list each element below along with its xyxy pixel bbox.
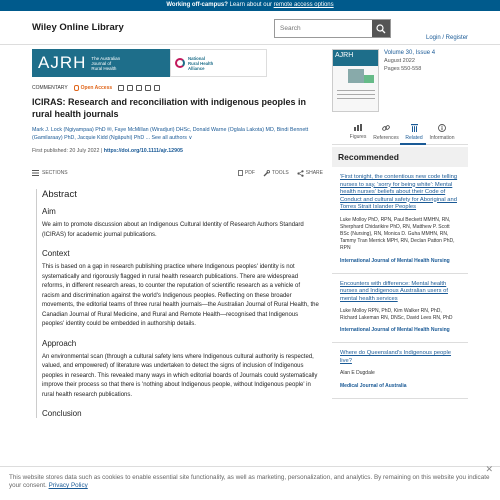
approach-heading: Approach: [42, 338, 77, 348]
partner-name: [188, 56, 213, 71]
cover-text-line: [337, 98, 375, 99]
recommended-item: [332, 343, 468, 398]
tools-button[interactable]: [263, 170, 289, 177]
twitter-icon[interactable]: [127, 85, 133, 91]
login-register-link[interactable]: Login / Register: [426, 35, 469, 41]
tab-references[interactable]: [372, 124, 400, 141]
remote-access-bar: [0, 0, 500, 11]
tab-underline: [332, 144, 468, 145]
search-input[interactable]: [275, 20, 373, 37]
issue-date: August 2022: [384, 58, 415, 64]
privacy-policy-link[interactable]: Privacy Policy: [48, 482, 88, 489]
separator: |: [99, 148, 104, 154]
active-tab-indicator: [400, 143, 426, 145]
cover-photo-detail: [364, 75, 374, 83]
author-list[interactable]: Mark J. Lock (Ngiyampaa) PhD ✉, Faye McMillan (Wiradjuri) DHSc, Donald Warne (Oglala Lakota) MD, Bindi Bennett (Gamilaraay) PhD, Jacquie Kidd (Ngāpuhi) PhD ... See all authors ∨: [32, 127, 309, 141]
journal-name-line: Journal of: [91, 60, 112, 66]
published-label: First published:: [32, 148, 70, 154]
journal-banner[interactable]: [32, 49, 267, 77]
wechat-icon[interactable]: [154, 85, 160, 91]
article-meta-row: [32, 85, 323, 91]
share-icons: [118, 85, 160, 91]
close-icon[interactable]: ✕: [485, 464, 493, 474]
cover-photo: [348, 69, 364, 83]
linkedin-icon[interactable]: [136, 85, 142, 91]
abstract-section: [36, 189, 319, 418]
tab-figures[interactable]: [344, 124, 372, 141]
aim-heading: Aim: [42, 207, 56, 216]
info-icon: [438, 124, 446, 132]
context-text: This is based on a gap in research publishing practice where Indigenous peoples' identity is not systematically and rigorously flagged in rural health research publications. There are widespread reforms, in different research areas, to counter the reputation of scientific research as a vehicle of racism and discrimination against the world's Indigenous peoples. Reflecting on these broader movements, the editorial teams of three rural health journals—the Australian Journal of Rural Health, the Canadian Journal of Rural Medicine, and Rural and Remote Health—recognised that Indigenous peoples' identity could be embedded in authorship details.: [42, 264, 319, 327]
pdf-label: PDF: [244, 170, 255, 176]
cookie-banner: [0, 466, 500, 500]
nrha-icon: [175, 58, 185, 68]
site-header: [0, 11, 500, 45]
partner-name-line: Rural Health: [188, 60, 214, 66]
cookie-text: This website stores data such as cookies to enable essential site functionality, as well as marketing, personalization, and analytics. By remaining on this website you indicate your consent.: [9, 474, 490, 489]
open-access-label: Open Access: [80, 85, 113, 91]
remote-access-bold: Working off-campus?: [166, 2, 228, 8]
abstract-heading: Abstract: [42, 189, 77, 200]
sections-button[interactable]: [32, 170, 68, 176]
article-type: COMMENTARY: [32, 85, 68, 91]
journal-name-line: Rural Health: [91, 65, 117, 71]
search-box: [274, 19, 391, 38]
journal-abbr: AJRH: [38, 53, 87, 72]
partner-name-line: Alliance: [188, 65, 205, 71]
recommended-journal[interactable]: International Journal of Mental Health Nursing: [340, 257, 450, 264]
facebook-icon[interactable]: [118, 85, 124, 91]
issue-info-block: [332, 49, 468, 112]
article-toolbar: [32, 167, 323, 179]
remote-access-text: Learn about our: [227, 2, 274, 8]
share-button[interactable]: [297, 170, 323, 177]
tab-references-label: References: [373, 135, 399, 141]
wrench-icon: [263, 170, 270, 177]
recommended-title-link[interactable]: 'First tonight, the contentious new code telling nurses to say, 'sorry for being white': Mental health nurses' beliefs about their Code of Conduct and cultural safety for Aboriginal and Torres Strait Islander Peoples: [340, 174, 458, 210]
issue-details: [384, 49, 435, 112]
journal-name: [91, 56, 120, 71]
figures-icon: [354, 124, 362, 131]
sections-label: SECTIONS: [42, 170, 68, 176]
share-icon: [297, 170, 304, 177]
tab-figures-label: Figures: [349, 134, 367, 140]
recommended-authors: Luke Molloy PhD, RPN, Paul Beckett MMHN, RN, Sherphard Chidarikire PhD, RN, Matthew P. Scott BSc (Nursing), RN, Monica D. Guha MMHN, RN, Tammy Tran Merrick MPH, RN, Declan Patton PhD, RPN: [340, 216, 455, 252]
recommended-journal[interactable]: Medical Journal of Australia: [340, 382, 407, 389]
open-access-badge: [74, 85, 113, 91]
tab-related[interactable]: [400, 124, 428, 141]
search-icon: [376, 24, 386, 34]
recommended-authors: Alan E Dugdale: [340, 370, 375, 377]
tab-information[interactable]: [428, 124, 456, 141]
conclusion-heading: Conclusion: [42, 409, 82, 418]
sections-icon: [32, 170, 39, 176]
link-icon: [382, 124, 390, 132]
recommended-title-link[interactable]: Encounters with difference: Mental health nurses and Indigenous Australian users of mental health services: [340, 280, 448, 302]
partner-logo: [170, 49, 267, 77]
article-title: ICIRAS: Research and reconciliation with indigenous peoples in rural health journals: [32, 97, 307, 119]
published-date: 20 July 2022: [69, 148, 100, 154]
cover-abbr: AJRH: [333, 50, 378, 66]
tools-label: TOOLS: [271, 170, 289, 176]
sidebar-tabs: [332, 124, 468, 141]
recommended-item: [332, 274, 468, 344]
pdf-icon: [238, 170, 243, 176]
aim-text: We aim to promote discussion about an Indigenous Cultural Identity of Research Authors Standard (ICIRAS) for academic journal publications.: [42, 222, 304, 238]
approach-text: An environmental scan (through a cultural safety lens where Indigenous cultural authority is respected, valued, and empowered) of literature was undertaken to detect the signs of inclusion of Indigenous peoples in research. This revealed many ways in which editorial boards of Journals could systematically improve their process so that there is 'nothing about Indigenous people, without Indigenous people' in rural health research publications.: [42, 353, 318, 398]
recommended-item: [332, 167, 468, 274]
search-button[interactable]: [372, 20, 390, 37]
partner-name-line: National: [188, 55, 205, 61]
journal-cover-image[interactable]: [332, 49, 379, 112]
issue-pages: Pages 550-558: [384, 66, 422, 72]
share-label: SHARE: [305, 170, 323, 176]
publication-info: [32, 148, 323, 154]
cover-text-line: [337, 94, 375, 95]
doi-link[interactable]: https://doi.org/10.1111/ajr.12905: [103, 148, 183, 154]
tab-related-label: Related: [405, 135, 423, 141]
recommended-title-link[interactable]: Where do Queensland's Indigenous people live?: [340, 350, 452, 364]
recommended-authors: Luke Molloy RPN, PhD, Kim Walker RN, PhD, Richard Lakeman RN, DNSc, David Lees RN, PhD: [340, 308, 453, 322]
journal-logo: [32, 49, 170, 77]
recommended-journal[interactable]: International Journal of Mental Health Nursing: [340, 327, 450, 334]
remote-access-link[interactable]: remote access options: [273, 2, 334, 8]
open-lock-icon: [74, 85, 79, 91]
tab-information-label: Information: [429, 135, 455, 141]
sidebar: [332, 49, 468, 399]
toolbar-actions: [238, 170, 323, 177]
journal-name-line: The Australian: [91, 55, 121, 61]
recommended-heading: Recommended: [332, 147, 468, 167]
volume-issue-link[interactable]: Volume 30, Issue 4: [384, 50, 436, 56]
related-icon: [411, 124, 418, 132]
context-heading: Context: [42, 249, 70, 258]
article-main: [32, 49, 323, 423]
site-logo[interactable]: Wiley Online Library: [32, 22, 124, 33]
pdf-button[interactable]: [238, 170, 255, 176]
reddit-icon[interactable]: [145, 85, 151, 91]
cover-text-line: [337, 90, 375, 91]
